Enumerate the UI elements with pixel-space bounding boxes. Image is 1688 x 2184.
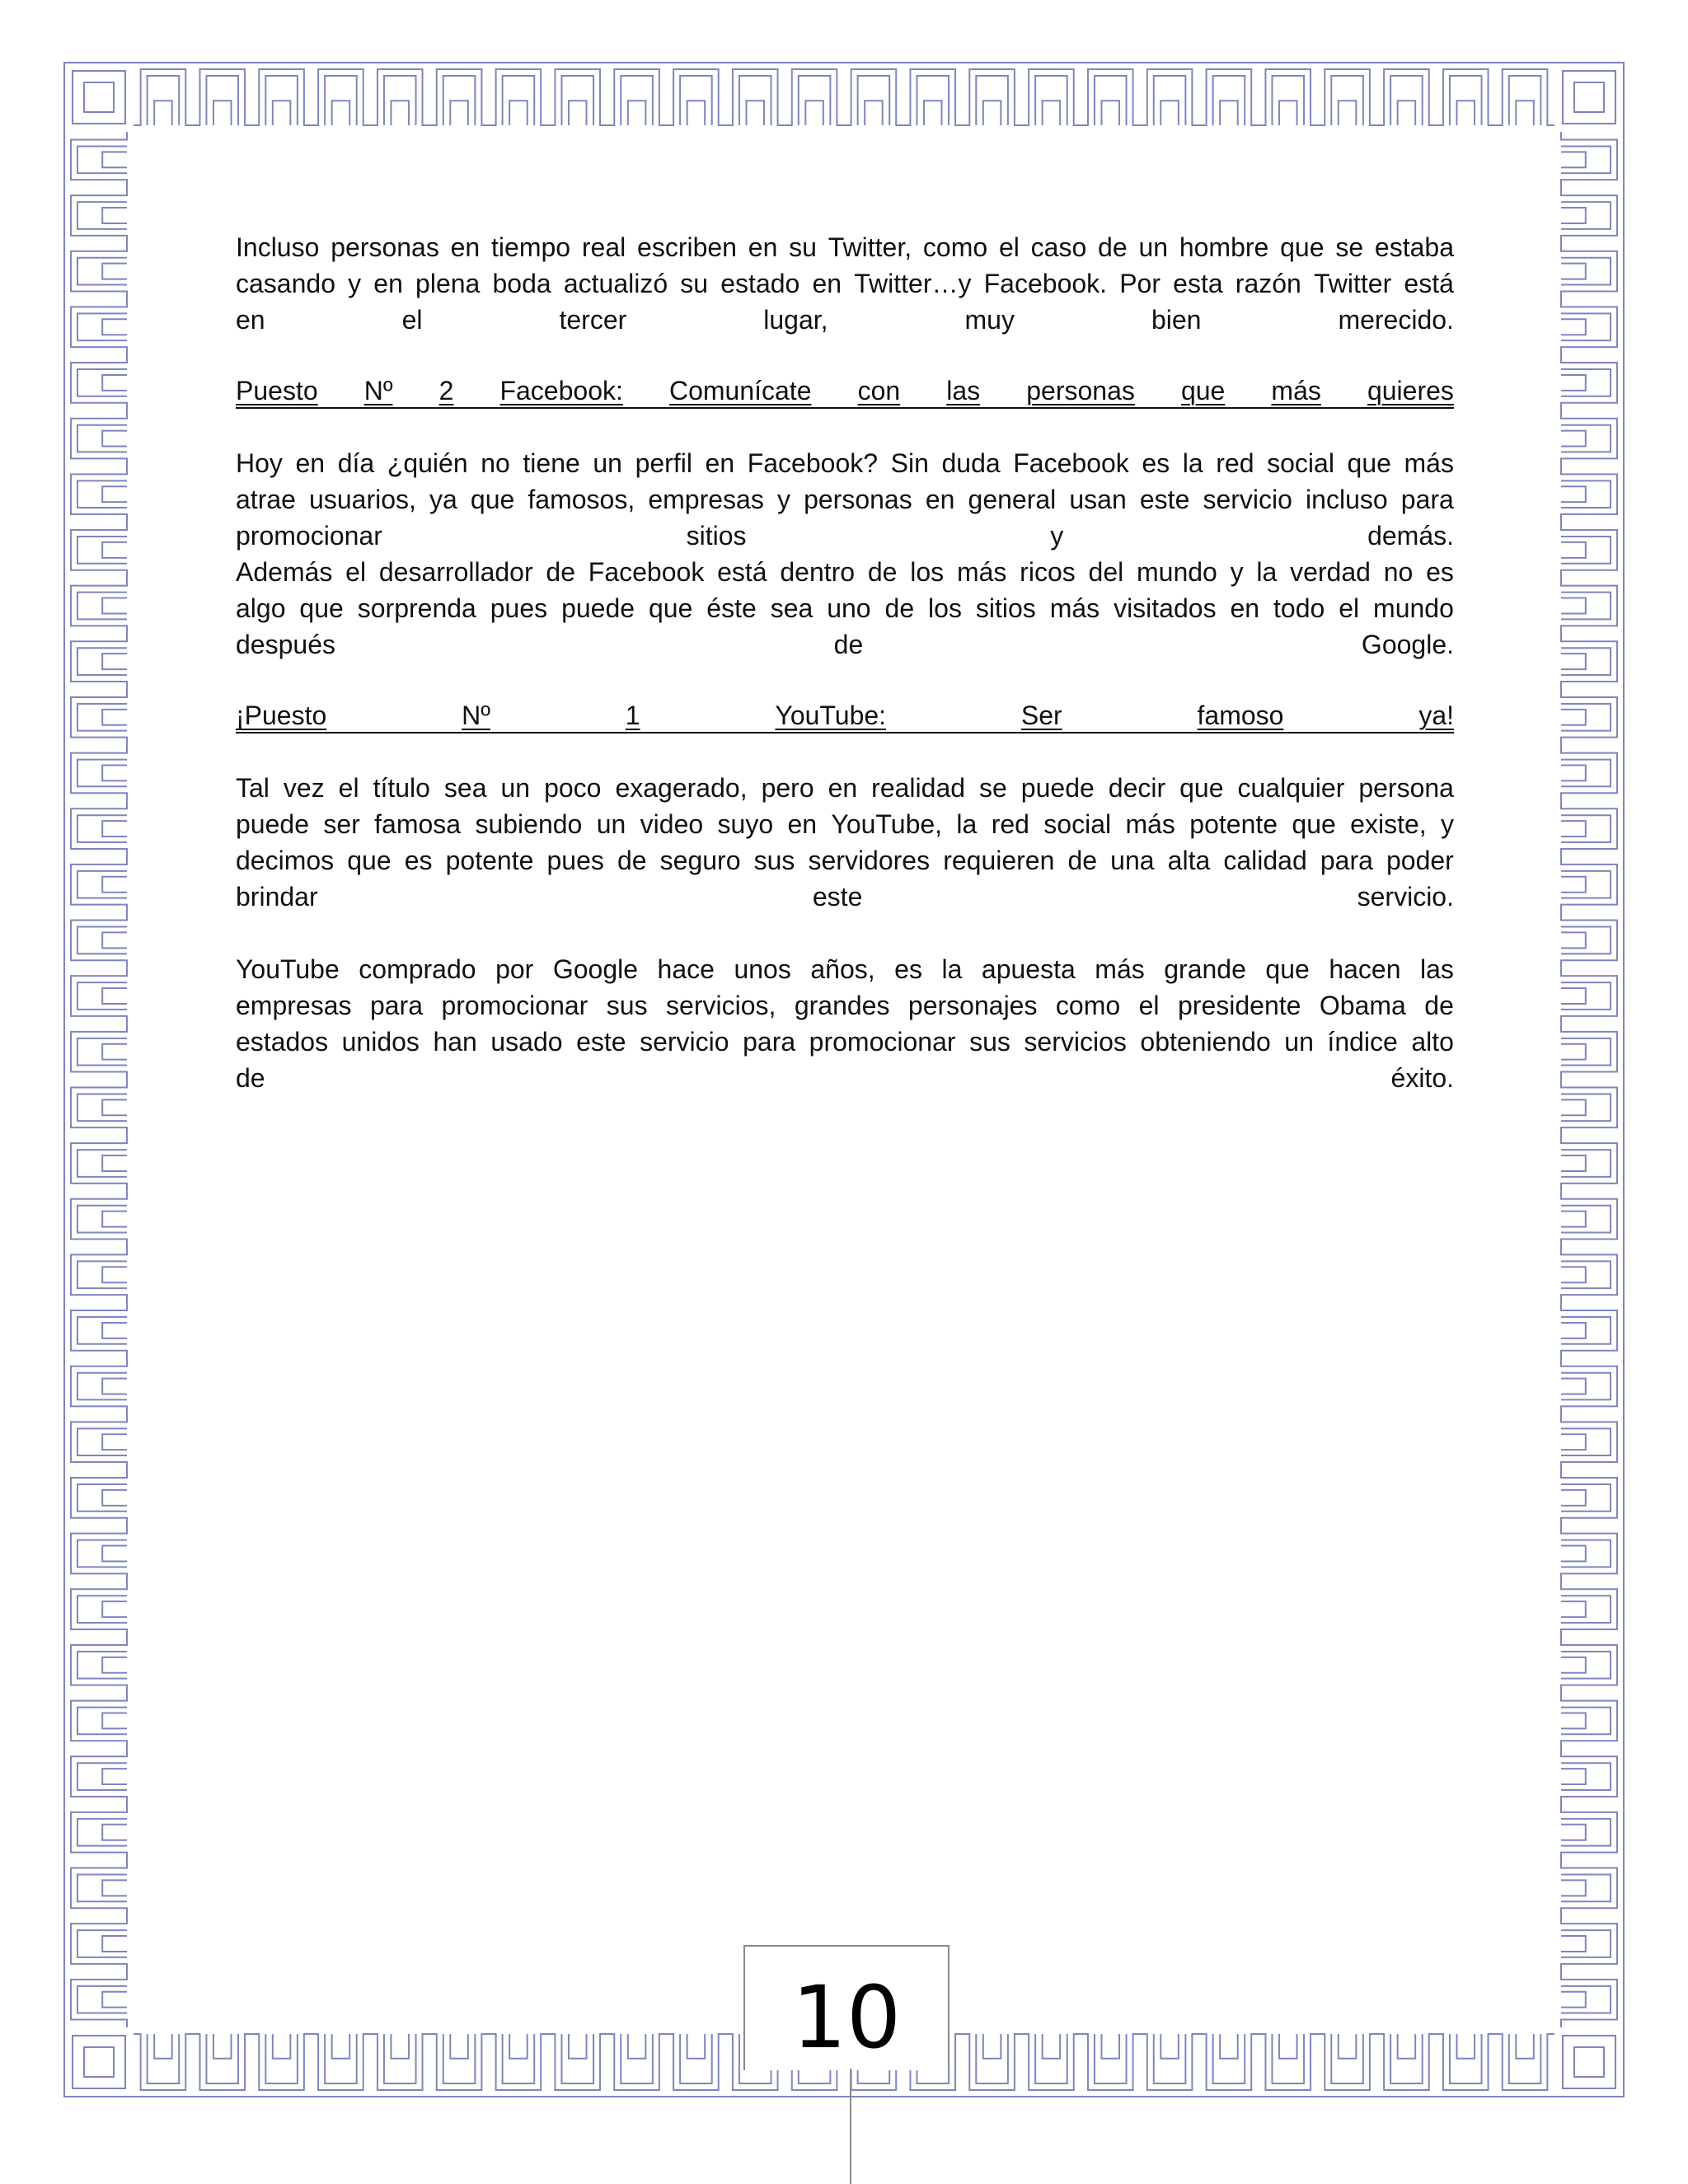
- text-line: brindar este servicio.: [236, 882, 1454, 912]
- text-line: de éxito.: [236, 1063, 1454, 1093]
- paragraph-gap: [236, 338, 1454, 374]
- page-number-tail: [850, 2069, 851, 2184]
- paragraph-gap: [236, 409, 1454, 445]
- text-line: promocionar sitios y demás.: [236, 521, 1454, 551]
- text-line: Puesto Nº 2 Facebook: Comunícate con las personas que más quieres: [236, 374, 1454, 409]
- section-heading: [236, 374, 1454, 409]
- text-line: en el tercer lugar, muy bien merecido.: [236, 305, 1454, 335]
- paragraph-gap: [236, 733, 1454, 770]
- body-paragraph: [236, 951, 1454, 1096]
- text-line: después de Google.: [236, 630, 1454, 659]
- text-line: YouTube comprado por Google hace unos años, es la apuesta más grande que hacen las: [236, 954, 1454, 984]
- text-line: estados unidos han usado este servicio para promocionar sus servicios obteniendo un índice alto: [236, 1027, 1454, 1057]
- text-line: atrae usuarios, ya que famosos, empresas y personas en general usan este servicio incluso para: [236, 485, 1454, 514]
- text-line: algo que sorprenda pues puede que éste sea uno de los sitios más visitados en todo el mundo: [236, 593, 1454, 623]
- paragraph-gap: [236, 663, 1454, 699]
- page-number: 10: [791, 1967, 902, 2068]
- text-line: Hoy en día ¿quién no tiene un perfil en Facebook? Sin duda Facebook es la red social que más: [236, 448, 1454, 478]
- paragraph-gap: [236, 915, 1454, 951]
- page-number-box: [743, 1945, 950, 2070]
- document-body: [236, 229, 1454, 1096]
- body-paragraph: [236, 445, 1454, 663]
- text-line: Además el desarrollador de Facebook está dentro de los más ricos del mundo y la verdad no es: [236, 557, 1454, 587]
- text-line: ¡Puesto Nº 1 YouTube: Ser famoso ya!: [236, 699, 1454, 733]
- text-line: Incluso personas en tiempo real escriben en su Twitter, como el caso de un hombre que se estaba: [236, 232, 1454, 262]
- text-line: puede ser famosa subiendo un video suyo en YouTube, la red social más potente que existe, y: [236, 809, 1454, 839]
- body-paragraph: [236, 229, 1454, 338]
- section-heading: [236, 699, 1454, 733]
- text-line: empresas para promocionar sus servicios, grandes personajes como el presidente Obama de: [236, 991, 1454, 1020]
- text-line: Tal vez el título sea un poco exagerado, pero en realidad se puede decir que cualquier persona: [236, 773, 1454, 803]
- body-paragraph: [236, 770, 1454, 915]
- text-line: casando y en plena boda actualizó su estado en Twitter…y Facebook. Por esta razón Twitter está: [236, 269, 1454, 298]
- text-line: decimos que es potente pues de seguro sus servidores requieren de una alta calidad para poder: [236, 846, 1454, 875]
